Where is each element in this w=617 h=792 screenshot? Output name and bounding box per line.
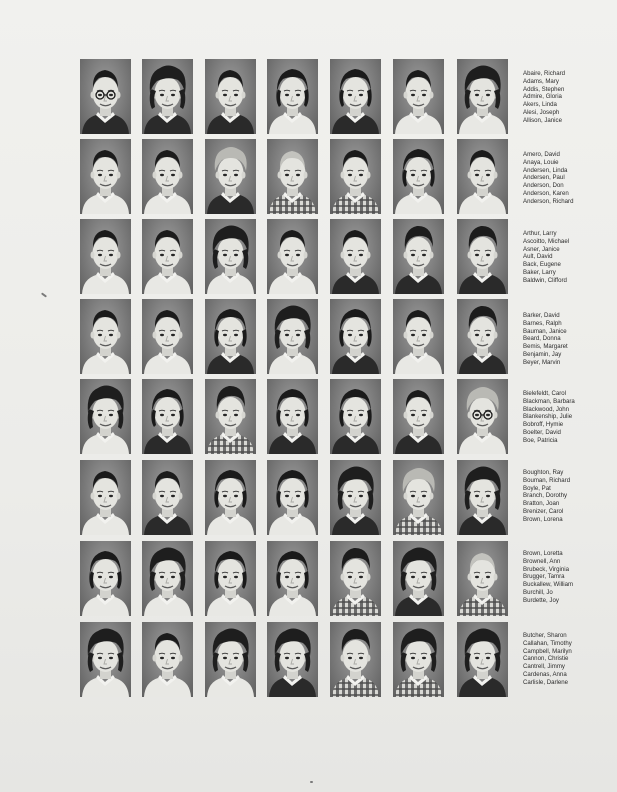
student-portrait [457,622,508,697]
student-portrait [393,219,444,294]
student-name: Brownell, Ann [523,557,561,565]
student-portrait [80,460,131,535]
student-name: Addis, Stephen [523,85,565,93]
student-portrait [205,59,256,134]
student-portrait [142,139,193,214]
student-portrait [267,379,318,454]
student-name: Anderson, Karen [523,189,569,197]
student-name: Bielefeldt, Carol [523,390,567,397]
student-name: Benjamin, Jay [523,350,562,358]
student-portrait [80,541,131,616]
student-portrait [267,622,318,697]
student-portrait [80,219,131,294]
student-name-list [523,151,615,206]
student-portrait [267,460,318,535]
student-portrait [80,379,131,454]
student-portrait [80,139,131,214]
student-name: Allison, Janice [523,116,562,124]
student-name: Branch, Dorothy [523,492,568,500]
student-name: Bouman, Richard [523,476,571,484]
student-portrait [142,622,193,697]
student-name: Adams, Mary [523,77,559,85]
student-portrait [457,299,508,374]
student-name: Boyle, Pat [523,484,551,492]
student-name: Brown, Loretta [523,550,563,557]
student-name: Ault, David [523,253,553,261]
student-name: Barnes, Ralph [523,319,562,327]
student-name: Campbell, Marilyn [523,647,572,655]
student-name: Boughton, Ray [523,469,564,476]
student-portrait [267,139,318,214]
student-portrait [205,299,256,374]
student-portrait [142,299,193,374]
student-portrait [142,460,193,535]
student-portrait [330,299,381,374]
student-name-list [523,230,615,285]
student-name: Blackman, Barbara [523,397,575,405]
student-name: Alesi, Joseph [523,108,560,116]
student-name: Anderson, Don [523,182,564,190]
student-portrait [267,219,318,294]
student-name: Brugger, Tamra [523,573,565,581]
student-name: Beard, Donna [523,335,561,343]
student-portrait [393,541,444,616]
student-portrait [393,622,444,697]
student-name: Carlisle, Darlene [523,678,569,686]
student-portrait [80,299,131,374]
student-name-list [523,469,615,524]
student-name-list [523,70,615,125]
student-portrait [457,379,508,454]
student-portrait [205,379,256,454]
student-name: Burdette, Joy [523,596,559,604]
student-portrait [205,139,256,214]
student-name: Burchill, Jo [523,588,553,596]
student-name: Bratton, Joan [523,500,560,508]
student-portrait [330,139,381,214]
student-name: Blackwood, John [523,405,570,413]
student-portrait [393,379,444,454]
student-name: Akers, Linda [523,101,557,109]
student-portrait [393,59,444,134]
student-name: Bobroff, Hymie [523,421,564,429]
student-portrait [330,379,381,454]
student-portrait [142,219,193,294]
student-name: Brubeck, Virginia [523,565,569,573]
student-portrait [457,59,508,134]
student-name: Blankenship, Julie [523,413,573,421]
student-name: Asner, Janice [523,245,560,253]
student-portrait [142,379,193,454]
student-name-list [523,312,615,367]
student-portrait [330,460,381,535]
student-name: Brown, Lorena [523,515,563,523]
page-speck [41,292,47,297]
student-name: Andersen, Paul [523,174,565,182]
student-portrait [267,299,318,374]
student-portrait [330,219,381,294]
student-portrait [330,622,381,697]
student-name: Brenizer, Carol [523,507,564,515]
student-portrait [393,139,444,214]
student-portrait [457,219,508,294]
student-name: Abaire, Richard [523,70,565,77]
student-name: Buckallew, William [523,581,574,589]
student-name: Amero, David [523,151,560,158]
student-name: Cantrell, Jimmy [523,663,565,671]
student-name: Ascoitto, Michael [523,237,570,245]
student-portrait [142,59,193,134]
student-name: Butcher, Sharon [523,632,567,639]
student-portrait [142,541,193,616]
student-portrait [205,219,256,294]
page-speck [310,781,313,783]
student-name: Cannon, Christie [523,655,569,663]
student-portrait [457,460,508,535]
student-name: Beyer, Marvin [523,358,561,366]
student-name-list [523,632,615,687]
student-name: Anaya, Louie [523,158,559,166]
student-name-list [523,550,615,605]
student-portrait [205,622,256,697]
student-name: Boelter, David [523,428,561,436]
student-name: Callahan, Timothy [523,639,572,647]
student-portrait [393,299,444,374]
student-portrait [393,460,444,535]
student-name: Admire, Gloria [523,93,562,101]
student-name: Boe, Patricia [523,436,558,444]
student-portrait [205,541,256,616]
student-name: Arthur, Larry [523,230,557,237]
student-name: Anderson, Richard [523,197,574,205]
student-name: Bauman, Janice [523,327,567,335]
student-portrait [80,59,131,134]
student-portrait [330,541,381,616]
student-name: Bemis, Margaret [523,343,568,351]
student-portrait [80,622,131,697]
student-name-list [523,390,615,445]
student-name: Cardenas, Anna [523,670,567,678]
student-portrait [205,460,256,535]
student-portrait [457,139,508,214]
student-portrait [267,541,318,616]
student-portrait [457,541,508,616]
student-name: Barker, David [523,312,560,319]
student-name: Baldwin, Clifford [523,276,567,284]
student-name: Andersen, Linda [523,166,568,174]
student-name: Baker, Larry [523,268,556,276]
student-portrait [330,59,381,134]
student-portrait [267,59,318,134]
student-name: Back, Eugene [523,261,561,269]
